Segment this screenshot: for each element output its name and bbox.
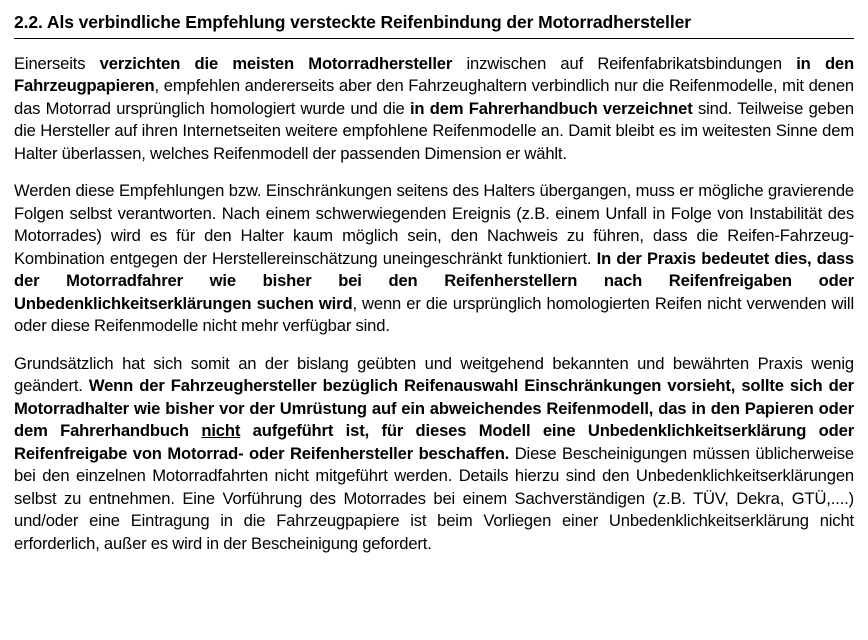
bold-text: aufgeführt ist, für dieses Modell eine Unbedenklichkeitserklärung oder Reifenfreigabe von Motorrad- oder Reifenhersteller beschaffen. [14,421,854,463]
bold-text: in den Fahrzeugpapieren [14,53,855,96]
body-paragraph: Einerseits verzichten die meisten Motorradhersteller inzwischen auf Reifenfabrikatsbindungen in den Fahrzeugpapieren, empfehlen andererseits aber den Fahrzeughaltern verbindlich nur die Reifenmodelle, mit denen das Motorrad ursprünglich homologiert wurde und die in dem Fahrerhandbuch verzeichnet sind. Teilweise geben die Hersteller auf ihren Internetseiten weitere empfohlene Reifenmodelle an. Damit bleibt es im weitesten Sinne dem Halter überlassen, welches Reifenmodell der passenden Dimension er wählt. [14,53,855,163]
document-body [14,53,854,555]
underlined-text: nicht [201,421,241,441]
bold-text: Wenn der Fahrzeughersteller bezüglich Reifenauswahl Einschränkungen vorsieht, sollte sich der Motorradhalter wie bisher vor der Umrüstung auf ein abweichendes Reifenmodell, das in den Papieren oder dem Fahrerhandbuch [14,376,854,441]
section-heading: 2.2. Als verbindliche Empfehlung versteckte Reifenbindung der Motorradhersteller [14,12,691,32]
bold-text: in dem Fahrerhandbuch verzeichnet [409,98,693,118]
bold-text [201,421,240,440]
heading-divider [14,38,854,39]
body-paragraph: Werden diese Empfehlungen bzw. Einschränkungen seitens des Halters übergangen, muss er mögliche gravierende Folgen selbst verantworten. Nach einem schwerwiegenden Ereignis (z.B. einem Unfall in Folge von Instabilität des Motorrades) wird es für den Halter kaum möglich sein, den Nachweis zu führen, dass die Reifen-Fahrzeug-Kombination entgegen der Herstellereinschätzung uneingeschränkt funktioniert. In der Praxis bedeutet dies, dass der Motorradfahrer wie bisher bei den Reifenherstellern nach Reifenfreigaben oder Unbedenklichkeitserklärungen suchen wird, wenn er die ursprünglich homologierten Reifen nicht verwenden will oder diese Reifenmodelle nicht mehr verfügbar sind. [14,181,854,336]
body-paragraph: Grundsätzlich hat sich somit an der bislang geübten und weitgehend bekannten und bewährten Praxis wenig geändert. Wenn der Fahrzeughersteller bezüglich Reifenauswahl Einschränkungen vorsieht, sollte sich der Motorradhalter wie bisher vor der Umrüstung auf ein abweichendes Reifenmodell, das in den Papieren oder dem Fahrerhandbuch nicht aufgeführt ist, für dieses Modell eine Unbedenklichkeitserklärung oder Reifenfreigabe von Motorrad- oder Reifenhersteller beschaffen. Diese Bescheinigungen müssen üblicherweise bei den einzelnen Motorradfahrten nicht mitgeführt werden. Details hierzu sind den Unbedenklichkeitserklärungen selbst zu entnehmen. Eine Vorführung des Motorrades bei einem Sachverständigen (z.B. TÜV, Dekra, GTÜ,....) und/oder eine Eintragung in die Fahrzeugpapiere ist beim Vorliegen einer Unbedenklichkeitserklärung nicht erforderlich, außer es wird in der Bescheinigung gefordert. [14,353,854,553]
bold-text: verzichten die meisten Motorradhersteller [99,53,453,73]
bold-text: In der Praxis bedeutet dies, dass der Motorradfahrer wie bisher bei den Reifenherstellern nach Reifenfreigaben oder Unbedenklichkeitserklärungen suchen wird [14,248,854,313]
